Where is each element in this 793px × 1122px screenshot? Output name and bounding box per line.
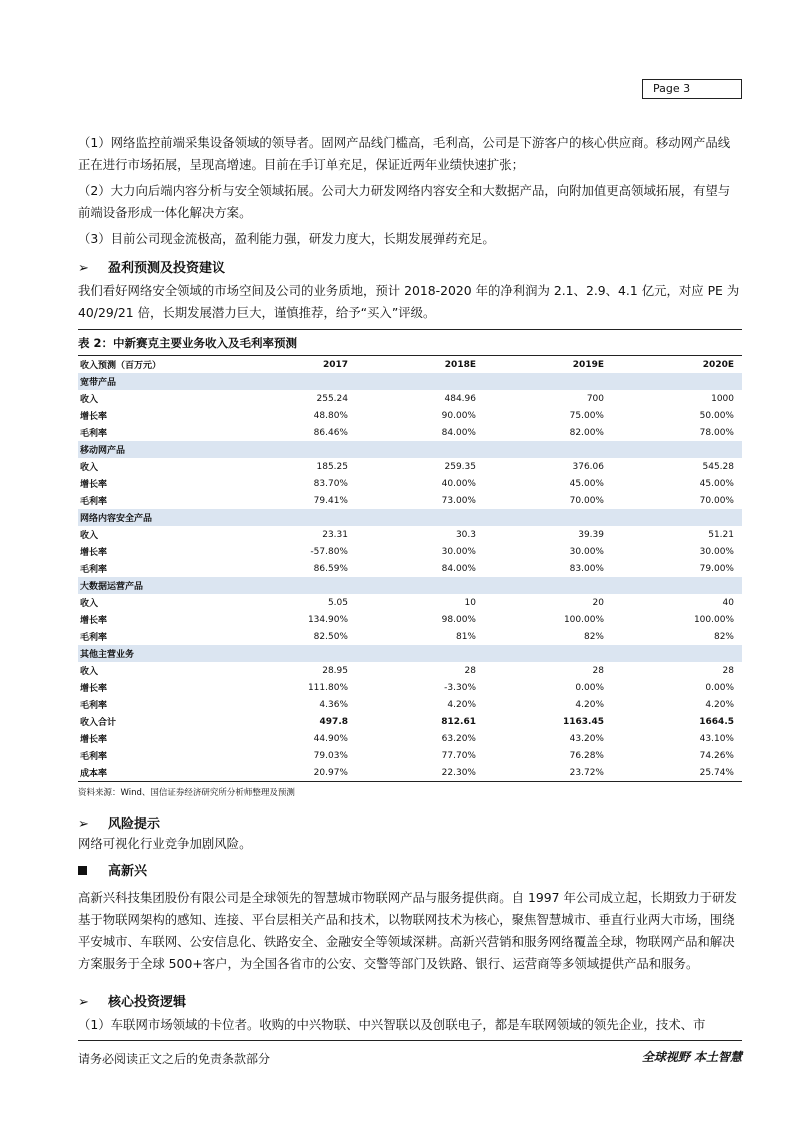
row-label: 毛利率 [80,497,108,507]
table-section-row [78,645,742,662]
cell-value [228,509,356,526]
cell-value: 84.00% [441,563,476,574]
cell-value [612,373,742,390]
cell-value [356,441,484,458]
cell-value: 63.20% [441,733,476,744]
header-year: 2017 [228,356,356,374]
forecast-paragraph: 我们看好网络安全领域的市场空间及公司的业务质地，预计 2018-2020 年的净利润为 2.1、2.9、4.1 亿元，对应 PE 为 40/29/21 倍，长期发展潜力巨大，谨慎推荐，给予“买入”评级。 [78,283,740,320]
cell-value: 259.35 [444,461,476,472]
row-label: 收入 [80,599,99,609]
cell-value: 30.00% [699,546,734,557]
row-label: 毛利率 [80,429,108,439]
table-section-row [78,577,742,594]
cell-value: 0.00% [705,682,734,693]
cell-value: 79.41% [313,495,348,506]
table-row [78,764,742,782]
row-label: 其他主营业务 [78,645,228,662]
table-row [78,730,742,747]
row-label: 收入 [80,667,99,677]
cell-value: 376.06 [572,461,604,472]
table-source: 资料来源：Wind、国信证券经济研究所分析师整理及预测 [78,788,295,798]
cell-value: 1163.45 [563,716,604,727]
table-section-row [78,373,742,390]
row-label: 增长率 [80,548,108,558]
cell-value: 43.20% [569,733,604,744]
page-number: Page 3 [653,82,691,95]
cell-value: 90.00% [441,410,476,421]
paragraph-1: （1）网络监控前端采集设备领域的领导者。固网产品线门槛高，毛利高，公司是下游客户的核心供应商。移动网产品线正在进行市场拓展，呈现高增速。目前在手订单充足，保证近两年业绩快速扩张； [78,135,731,172]
logic-paragraph: （1）车联网市场领域的卡位者。收购的中兴物联、中兴智联以及创联电子，都是车联网领域的领先企业，技术、市 [78,1017,706,1032]
cell-value: 23.72% [484,764,612,782]
header-year: 2019E [484,356,612,374]
row-label: 收入 [80,463,99,473]
table-row [78,526,742,543]
cell-value [612,509,742,526]
table-section-row [78,509,742,526]
cell-value: 76.28% [569,750,604,761]
cell-value: 75.00% [569,410,604,421]
cell-value: -57.80% [310,546,348,557]
cell-value: 10 [464,597,476,608]
row-label: 移动网产品 [78,441,228,458]
cell-value: 100.00% [693,614,734,625]
cell-value: 82.50% [313,631,348,642]
cell-value: 30.00% [441,546,476,557]
cell-value [228,373,356,390]
table-title: 表 2：中新赛克主要业务收入及毛利率预测 [78,336,298,350]
section-heading-logic [78,993,186,1013]
cell-value: 77.70% [441,750,476,761]
table-row [78,560,742,577]
row-label: 收入 [80,531,99,541]
cell-value: 51.21 [708,529,734,540]
cell-value: 82% [583,631,604,642]
table-row [78,662,742,679]
row-label: 毛利率 [80,565,108,575]
cell-value: 40 [722,597,734,608]
row-label: 成本率 [78,764,228,782]
cell-value: 70.00% [569,495,604,506]
cell-value: 40.00% [441,478,476,489]
table-section-row [78,441,742,458]
cell-value [356,373,484,390]
table-row [78,407,742,424]
cell-value [228,645,356,662]
row-label: 增长率 [80,684,108,694]
cell-value: 28 [592,665,604,676]
cell-value [484,645,612,662]
cell-value: 30.00% [569,546,604,557]
row-label: 增长率 [80,480,108,490]
cell-value: 4.20% [705,699,734,710]
section-title: 风险提示 [108,817,161,832]
table-top-rule [78,329,742,330]
cell-value: 545.28 [702,461,734,472]
cell-value [484,441,612,458]
cell-value: 4.36% [319,699,348,710]
cell-value: 28 [722,665,734,676]
cell-value [612,645,742,662]
cell-value: 50.00% [699,410,734,421]
cell-value: 30.3 [455,529,476,540]
cell-value: 255.24 [316,393,348,404]
cell-value: 100.00% [563,614,604,625]
cell-value: 82% [713,631,734,642]
header-year: 2018E [356,356,484,374]
cell-value: 484.96 [444,393,476,404]
row-label: 增长率 [80,616,108,626]
cell-value: 83.00% [569,563,604,574]
page-number-box [642,79,742,99]
cell-value: 23.31 [322,529,348,540]
cell-value: 497.8 [319,716,348,727]
section-heading-company [78,862,147,882]
cell-value [484,373,612,390]
footer-rule [78,1040,742,1041]
cell-value: 98.00% [441,614,476,625]
cell-value [356,509,484,526]
row-label: 网络内容安全产品 [78,509,228,526]
cell-value: 20.97% [228,764,356,782]
revenue-forecast-table [78,355,742,782]
table-row [78,696,742,713]
paragraph-2: （2）大力向后端内容分析与安全领域拓展。公司大力研发网络内容安全和大数据产品，向附加值更高领域拓展，有望与前端设备形成一体化解决方案。 [78,183,731,220]
cell-value: 45.00% [569,478,604,489]
row-label: 大数据运营产品 [78,577,228,594]
row-label: 收入合计 [80,718,117,728]
cell-value: 39.39 [578,529,604,540]
cell-value: 48.80% [313,410,348,421]
cell-value: 81% [455,631,476,642]
row-label: 宽带产品 [78,373,228,390]
cell-value: 82.00% [569,427,604,438]
arrow-icon: ➢ [78,261,89,276]
cell-value: 79.03% [313,750,348,761]
table-header-row [78,356,742,374]
cell-value: 43.10% [699,733,734,744]
cell-value: 70.00% [699,495,734,506]
cell-value: 45.00% [699,478,734,489]
cell-value: 28 [464,665,476,676]
table-row [78,458,742,475]
cell-value [612,577,742,594]
row-label: 增长率 [80,735,108,745]
table-row [78,543,742,560]
risk-paragraph: 网络可视化行业竞争加剧风险。 [78,836,252,851]
cell-value: 86.46% [313,427,348,438]
section-title: 核心投资逻辑 [108,995,187,1010]
section-title: 盈利预测及投资建议 [108,261,226,276]
cell-value: 22.30% [356,764,484,782]
cell-value [484,509,612,526]
cell-value: 44.90% [313,733,348,744]
table-row [78,475,742,492]
cell-value [484,577,612,594]
cell-value [612,441,742,458]
table-row [78,747,742,764]
cell-value: 185.25 [316,461,348,472]
cell-value: 83.70% [313,478,348,489]
cell-value: 4.20% [575,699,604,710]
cell-value: 4.20% [447,699,476,710]
cell-value: 134.90% [307,614,348,625]
table-row [78,390,742,407]
cell-value [228,577,356,594]
row-label: 增长率 [80,412,108,422]
cell-value: 20 [592,597,604,608]
table-row [78,679,742,696]
cell-value: 1664.5 [699,716,734,727]
row-label: 毛利率 [80,701,108,711]
section-heading-risk [78,815,160,835]
arrow-icon: ➢ [78,817,89,832]
table-row [78,594,742,611]
cell-value: 79.00% [699,563,734,574]
footer-slogan: 全球视野 本土智慧 [641,1050,742,1064]
row-label: 毛利率 [80,752,108,762]
cell-value: 111.80% [307,682,348,693]
cell-value: -3.30% [444,682,476,693]
cell-value: 86.59% [313,563,348,574]
company-paragraph: 高新兴科技集团股份有限公司是全球领先的智慧城市物联网产品与服务提供商。自 1997 年公司成立起，长期致力于研发基于物联网架构的感知、连接、平台层相关产品和技术，以物联网技术为核心，聚焦智慧城市、垂直行业两大市场，围绕平安城市、车联网、公安信息化、铁路安全、金融安全等领域深耕。高新兴营销和服务网络覆盖全球，物联网产品和解决方案服务于全球 500+客户，为全国各省市的公安、交警等部门及铁路、银行、运营商等多领域提供产品和服务。 [78,890,737,971]
cell-value: 25.74% [612,764,742,782]
table-row [78,424,742,441]
footer-disclaimer: 请务必阅读正文之后的免责条款部分 [78,1052,271,1066]
cell-value [228,441,356,458]
table-row [78,611,742,628]
cell-value [356,645,484,662]
cell-value: 78.00% [699,427,734,438]
row-label: 收入 [80,395,99,405]
cell-value: 5.05 [327,597,348,608]
cell-value: 700 [586,393,604,404]
section-title: 高新兴 [108,864,148,879]
header-label: 收入预测（百万元） [78,356,228,374]
table-row [78,713,742,730]
paragraph-3: （3）目前公司现金流极高，盈利能力强，研发力度大，长期发展弹药充足。 [78,231,495,246]
cell-value: 28.95 [322,665,348,676]
table-row [78,628,742,645]
row-label: 毛利率 [80,633,108,643]
header-year: 2020E [612,356,742,374]
cell-value: 0.00% [575,682,604,693]
cell-value [356,577,484,594]
section-heading-forecast [78,259,225,279]
cell-value: 73.00% [441,495,476,506]
cell-value: 1000 [711,393,734,404]
table-row [78,492,742,509]
cell-value: 74.26% [699,750,734,761]
arrow-icon: ➢ [78,995,89,1010]
cell-value: 84.00% [441,427,476,438]
square-bullet-icon [78,866,87,875]
cell-value: 812.61 [441,716,476,727]
